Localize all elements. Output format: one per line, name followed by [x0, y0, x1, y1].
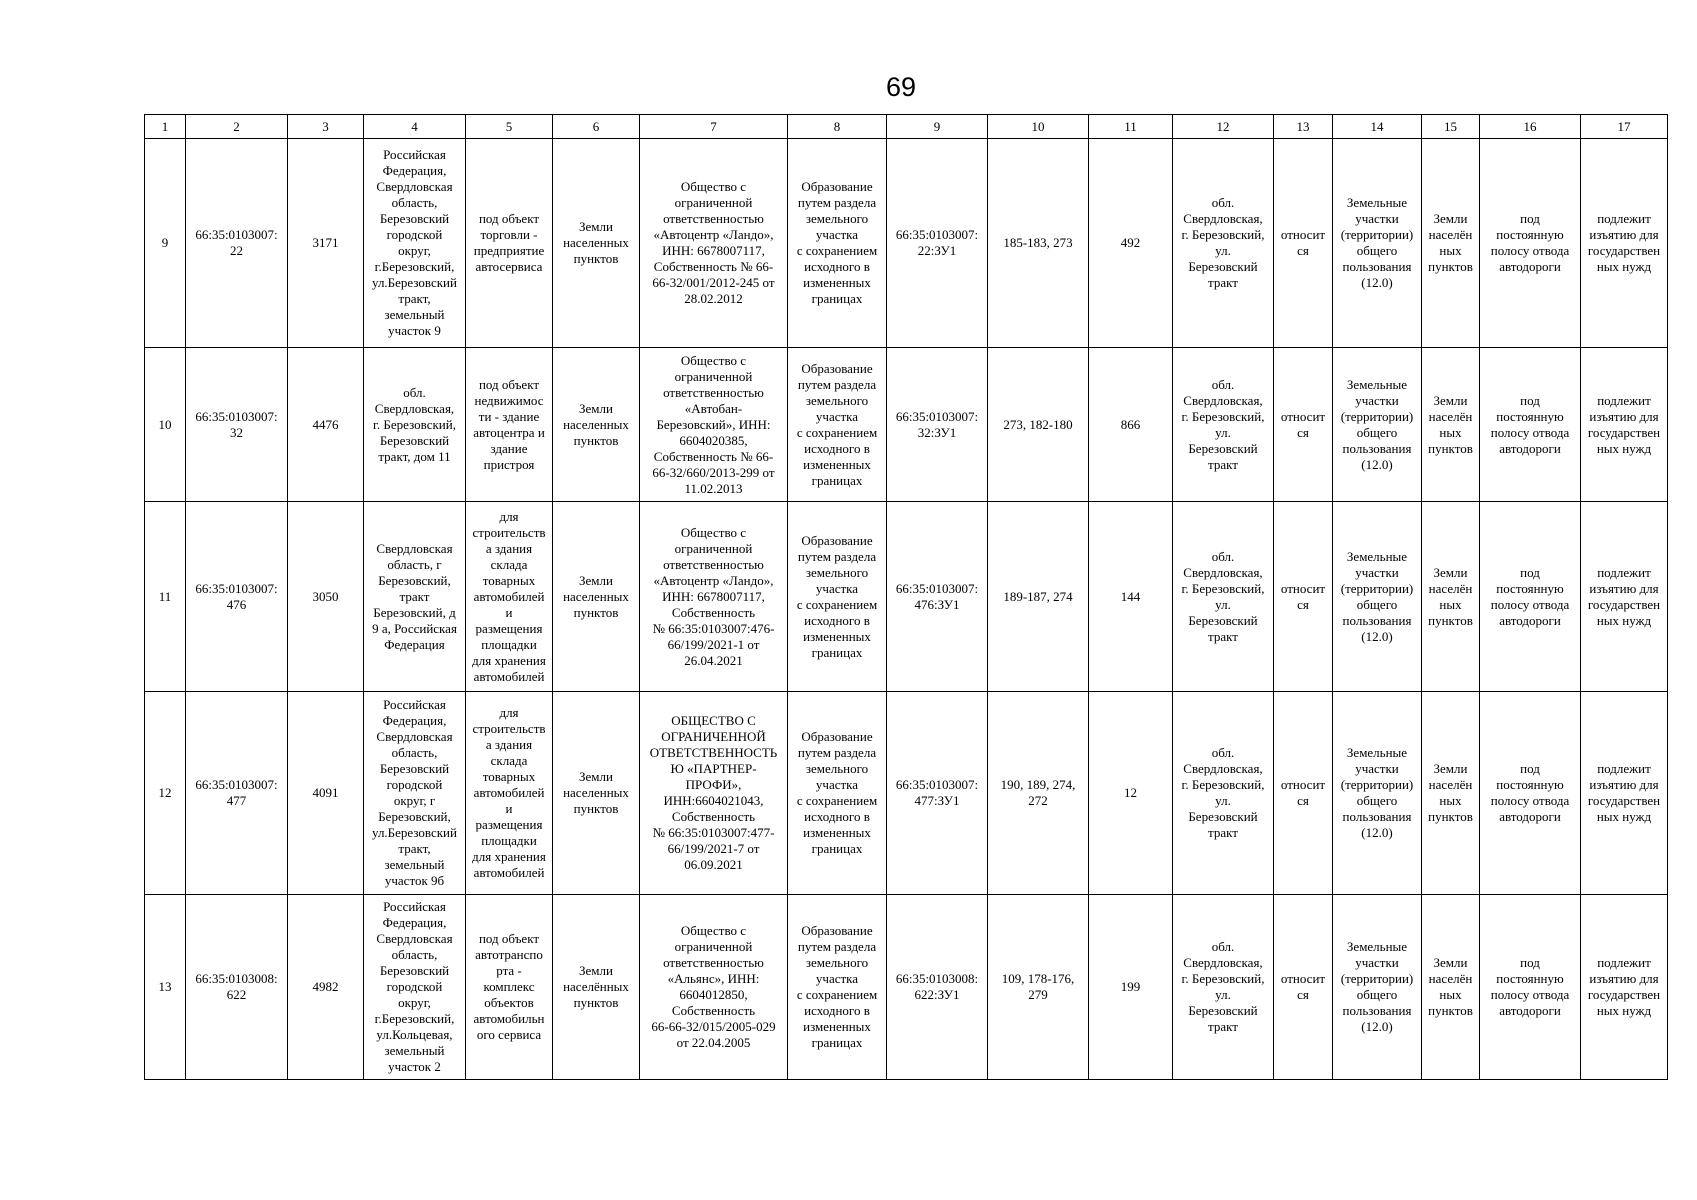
new-permitted-use-cell: Земельные участки (территории) общего пользования (12.0) [1333, 348, 1422, 502]
cadastral-number-cell: 66:35:0103007: 22 [186, 139, 288, 348]
formation-method-cell: Образование путем раздела земельного участка с сохранением исходного в измененных границах [788, 692, 887, 895]
address-cell: Российская Федерация, Свердловская область, Березовский городской округ, г.Березовский, ул.Кольцевая, земельный участок 2 [364, 895, 466, 1080]
column-header: 2 [186, 115, 288, 139]
note-cell: подлежит изъятию для государствен ных нужд [1581, 502, 1668, 692]
permitted-use-cell: под объект торговли - предприятие автосервиса [466, 139, 553, 348]
area-cell: 3050 [288, 502, 364, 692]
permitted-use-cell: для строительств а здания склада товарных автомобилей и размещения площадки для хранения автомобилей [466, 502, 553, 692]
column-header: 15 [1422, 115, 1480, 139]
new-plot-number-cell: 66:35:0103007: 32:ЗУ1 [887, 348, 988, 502]
land-plots-table [144, 114, 1668, 1080]
column-header: 3 [288, 115, 364, 139]
new-land-category-cell: Земли населён ных пунктов [1422, 895, 1480, 1080]
header-row [145, 115, 1668, 139]
points-cell: 109, 178-176, 279 [988, 895, 1089, 1080]
formation-method-cell: Образование путем раздела земельного участка с сохранением исходного в измененных границах [788, 502, 887, 692]
new-permitted-use-cell: Земельные участки (территории) общего пользования (12.0) [1333, 502, 1422, 692]
new-area-cell: 12 [1089, 692, 1173, 895]
purpose-cell: под постоянную полосу отвода автодороги [1480, 502, 1581, 692]
cadastral-number-cell: 66:35:0103008: 622 [186, 895, 288, 1080]
row-number-cell: 10 [145, 348, 186, 502]
new-address-cell: обл. Свердловская, г. Березовский, ул. Березовский тракт [1173, 139, 1274, 348]
relation-cell: относит ся [1274, 139, 1333, 348]
area-cell: 3171 [288, 139, 364, 348]
rights-holder-cell: Общество с ограниченной ответственностью «Автоцентр «Ландо», ИНН: 6678007117, Собственность № 66- 66-32/001/2012-245 от 28.02.2012 [640, 139, 788, 348]
cadastral-number-cell: 66:35:0103007: 477 [186, 692, 288, 895]
note-cell: подлежит изъятию для государствен ных нужд [1581, 895, 1668, 1080]
rights-holder-cell: Общество с ограниченной ответственностью «Автобан- Березовский», ИНН: 6604020385, Собственность № 66- 66-32/660/2013-299 от 11.02.2013 [640, 348, 788, 502]
points-cell: 273, 182-180 [988, 348, 1089, 502]
relation-cell: относит ся [1274, 502, 1333, 692]
table-row [145, 348, 1668, 502]
formation-method-cell: Образование путем раздела земельного участка с сохранением исходного в измененных границах [788, 139, 887, 348]
formation-method-cell: Образование путем раздела земельного участка с сохранением исходного в измененных границах [788, 348, 887, 502]
new-area-cell: 492 [1089, 139, 1173, 348]
column-header: 12 [1173, 115, 1274, 139]
new-land-category-cell: Земли населён ных пунктов [1422, 139, 1480, 348]
address-cell: Российская Федерация, Свердловская область, Березовский городской округ, г.Березовский, ул.Березовский тракт, земельный участок 9 [364, 139, 466, 348]
points-cell: 185-183, 273 [988, 139, 1089, 348]
column-header: 16 [1480, 115, 1581, 139]
relation-cell: относит ся [1274, 692, 1333, 895]
column-header: 6 [553, 115, 640, 139]
column-header: 8 [788, 115, 887, 139]
new-address-cell: обл. Свердловская, г. Березовский, ул. Березовский тракт [1173, 348, 1274, 502]
column-header: 13 [1274, 115, 1333, 139]
land-category-cell: Земли населённых пунктов [553, 895, 640, 1080]
new-address-cell: обл. Свердловская, г. Березовский, ул. Березовский тракт [1173, 502, 1274, 692]
column-header: 7 [640, 115, 788, 139]
points-cell: 189-187, 274 [988, 502, 1089, 692]
new-land-category-cell: Земли населён ных пунктов [1422, 692, 1480, 895]
rights-holder-cell: ОБЩЕСТВО С ОГРАНИЧЕННОЙ ОТВЕТСТВЕННОСТЬ Ю «ПАРТНЕР- ПРОФИ», ИНН:6604021043, Собственность № 66:35:0103007:477- 66/199/2021-7 от 06.09.2021 [640, 692, 788, 895]
column-header: 10 [988, 115, 1089, 139]
page-number: 69 [885, 72, 917, 102]
purpose-cell: под постоянную полосу отвода автодороги [1480, 139, 1581, 348]
rights-holder-cell: Общество с ограниченной ответственностью «Автоцентр «Ландо», ИНН: 6678007117, Собственность № 66:35:0103007:476- 66/199/2021-1 от 26.04.2021 [640, 502, 788, 692]
land-category-cell: Земли населенных пунктов [553, 692, 640, 895]
new-plot-number-cell: 66:35:0103007: 477:ЗУ1 [887, 692, 988, 895]
land-category-cell: Земли населенных пунктов [553, 502, 640, 692]
note-cell: подлежит изъятию для государствен ных нужд [1581, 348, 1668, 502]
column-header: 1 [145, 115, 186, 139]
new-permitted-use-cell: Земельные участки (территории) общего пользования (12.0) [1333, 895, 1422, 1080]
new-area-cell: 866 [1089, 348, 1173, 502]
new-plot-number-cell: 66:35:0103008: 622:ЗУ1 [887, 895, 988, 1080]
purpose-cell: под постоянную полосу отвода автодороги [1480, 348, 1581, 502]
new-permitted-use-cell: Земельные участки (территории) общего пользования (12.0) [1333, 139, 1422, 348]
column-header: 11 [1089, 115, 1173, 139]
formation-method-cell: Образование путем раздела земельного участка с сохранением исходного в измененных границах [788, 895, 887, 1080]
table-row [145, 502, 1668, 692]
address-cell: Свердловская область, г Березовский, тракт Березовский, д 9 а, Российская Федерация [364, 502, 466, 692]
column-header: 14 [1333, 115, 1422, 139]
new-area-cell: 199 [1089, 895, 1173, 1080]
permitted-use-cell: для строительств а здания склада товарных автомобилей и размещения площадки для хранения автомобилей [466, 692, 553, 895]
permitted-use-cell: под объект недвижимос ти - здание автоцентра и здание пристроя [466, 348, 553, 502]
new-plot-number-cell: 66:35:0103007: 476:ЗУ1 [887, 502, 988, 692]
cadastral-number-cell: 66:35:0103007: 476 [186, 502, 288, 692]
column-header: 17 [1581, 115, 1668, 139]
land-category-cell: Земли населенных пунктов [553, 139, 640, 348]
new-land-category-cell: Земли населён ных пунктов [1422, 348, 1480, 502]
row-number-cell: 13 [145, 895, 186, 1080]
area-cell: 4476 [288, 348, 364, 502]
table-row [145, 692, 1668, 895]
new-area-cell: 144 [1089, 502, 1173, 692]
rights-holder-cell: Общество с ограниченной ответственностью «Альянс», ИНН: 6604012850, Собственность 66-66-32/015/2005-029 от 22.04.2005 [640, 895, 788, 1080]
row-number-cell: 9 [145, 139, 186, 348]
column-header: 9 [887, 115, 988, 139]
row-number-cell: 11 [145, 502, 186, 692]
permitted-use-cell: под объект автотранспо рта - комплекс объектов автомобильн ого сервиса [466, 895, 553, 1080]
new-address-cell: обл. Свердловская, г. Березовский, ул. Березовский тракт [1173, 692, 1274, 895]
address-cell: Российская Федерация, Свердловская область, Березовский городской округ, г Березовский, ул.Березовский тракт, земельный участок 9б [364, 692, 466, 895]
column-header: 5 [466, 115, 553, 139]
purpose-cell: под постоянную полосу отвода автодороги [1480, 692, 1581, 895]
row-number-cell: 12 [145, 692, 186, 895]
area-cell: 4982 [288, 895, 364, 1080]
new-land-category-cell: Земли населён ных пунктов [1422, 502, 1480, 692]
cadastral-number-cell: 66:35:0103007: 32 [186, 348, 288, 502]
new-permitted-use-cell: Земельные участки (территории) общего пользования (12.0) [1333, 692, 1422, 895]
new-plot-number-cell: 66:35:0103007: 22:ЗУ1 [887, 139, 988, 348]
new-address-cell: обл. Свердловская, г. Березовский, ул. Березовский тракт [1173, 895, 1274, 1080]
note-cell: подлежит изъятию для государствен ных нужд [1581, 139, 1668, 348]
purpose-cell: под постоянную полосу отвода автодороги [1480, 895, 1581, 1080]
points-cell: 190, 189, 274, 272 [988, 692, 1089, 895]
column-header: 4 [364, 115, 466, 139]
relation-cell: относит ся [1274, 895, 1333, 1080]
land-category-cell: Земли населенных пунктов [553, 348, 640, 502]
table-row [145, 895, 1668, 1080]
note-cell: подлежит изъятию для государствен ных нужд [1581, 692, 1668, 895]
area-cell: 4091 [288, 692, 364, 895]
address-cell: обл. Свердловская, г. Березовский, Березовский тракт, дом 11 [364, 348, 466, 502]
relation-cell: относит ся [1274, 348, 1333, 502]
table-row [145, 139, 1668, 348]
